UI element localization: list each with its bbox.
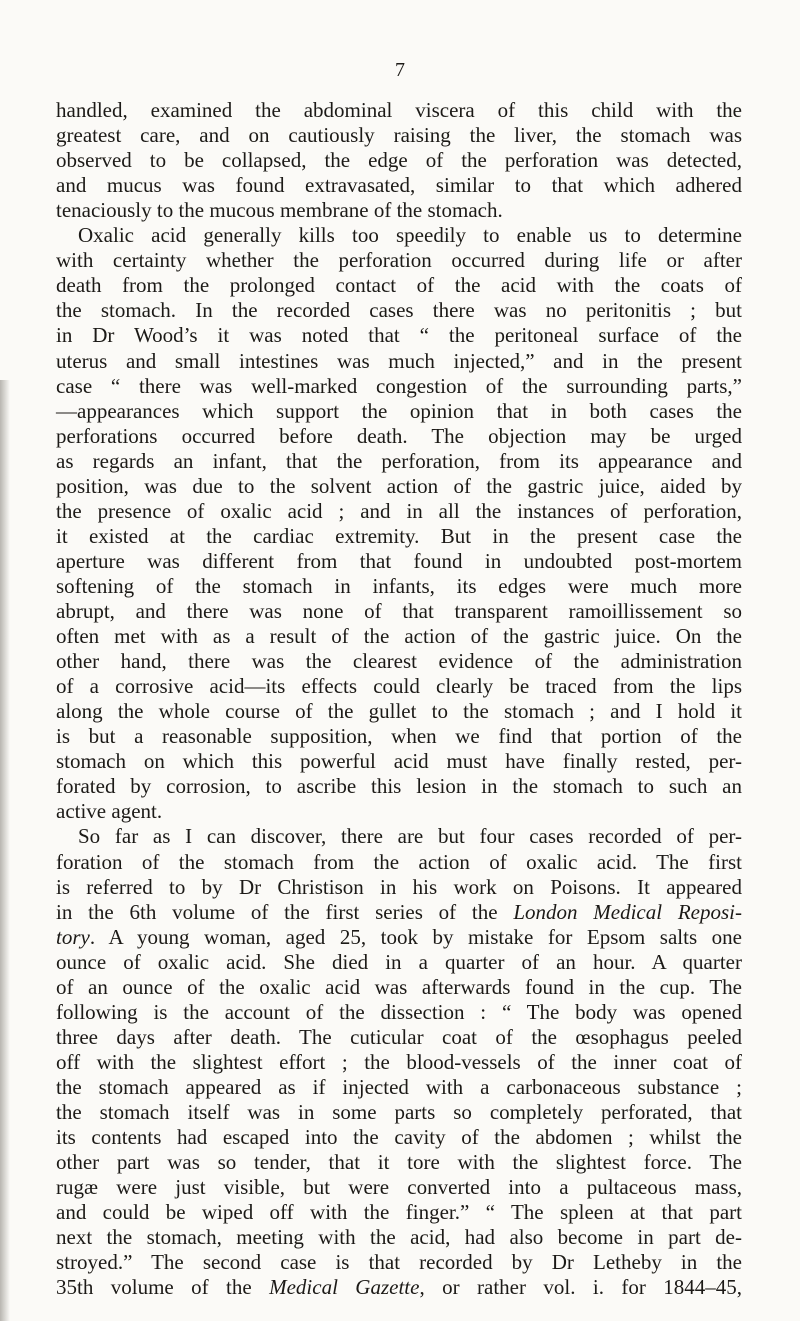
text-line: of a corrosive acid—its effects could clearly be traced from the lips <box>56 674 742 699</box>
text-line: death from the prolonged contact of the acid with the coats of <box>56 273 742 298</box>
text-line: observed to be collapsed, the edge of the perforation was detected, <box>56 148 742 173</box>
text-line: with certainty whether the perforation occurred during life or after <box>56 248 742 273</box>
italic-title: London Medical Reposi- <box>513 899 742 924</box>
text-line: three days after death. The cuticular coat of the œsophagus peeled <box>56 1024 742 1049</box>
text-line: perforations occurred before death. The objection may be urged <box>56 423 742 448</box>
text-line: softening of the stomach in infants, its edges were much more <box>56 573 742 598</box>
text-line: along the whole course of the gullet to the stomach ; and I hold it <box>56 699 742 724</box>
text-line: in Dr Wood’s it was noted that “ the peritoneal surface of the <box>56 323 742 348</box>
text-line: forated by corrosion, to ascribe this lesion in the stomach to such an <box>56 774 742 799</box>
text-line: the stomach itself was in some parts so completely perforated, that <box>56 1100 742 1124</box>
text-line: uterus and small intestines was much injected,” and in the present <box>56 348 742 373</box>
text-line: position, was due to the solvent action of the gastric juice, aided by <box>56 473 742 498</box>
text-line: as regards an infant, that the perforation, from its appearance and <box>56 448 742 473</box>
text-line: and mucus was found extravasated, similar to that which adhered <box>56 173 742 198</box>
text-line: ounce of oxalic acid. She died in a quarter of an hour. A quarter <box>56 949 742 974</box>
text-line: the stomach. In the recorded cases there was no peritonitis ; but <box>56 298 742 323</box>
text-line: abrupt, and there was none of that transparent ramoillissement so <box>56 599 742 623</box>
text-line: and could be wiped off with the finger.” “ The spleen at that part <box>56 1200 742 1225</box>
text-line: following is the account of the dissection : “ The body was opened <box>56 999 742 1024</box>
text-line: it existed at the cardiac extremity. But in the present case the <box>56 523 742 548</box>
text-line: tory. A young woman, aged 25, took by mistake for Epsom salts one <box>56 924 742 949</box>
text-line: off with the slightest effort ; the blood-vessels of the inner coat of <box>56 1049 742 1074</box>
body-text <box>0 98 800 1321</box>
text-line: Oxalic acid generally kills too speedily to enable us to determine <box>78 223 742 248</box>
text-line: —appearances which support the opinion that in both cases the <box>56 398 742 423</box>
text-line: case “ there was well-marked congestion of the surrounding parts,” <box>56 373 742 398</box>
text-line: is but a reasonable supposition, when we find that portion of the <box>56 724 742 749</box>
text-line: its contents had escaped into the cavity of the abdomen ; whilst the <box>56 1125 742 1150</box>
text-line: stroyed.” The second case is that recorded by Dr Letheby in the <box>56 1250 742 1275</box>
text-line: is referred to by Dr Christison in his work on Poisons. It appeared <box>56 874 742 899</box>
text-line: of an ounce of the oxalic acid was afterwards found in the cup. The <box>56 974 742 999</box>
text-line: in the 6th volume of the first series of the London Medical Reposi- <box>56 899 742 924</box>
text-line: other part was so tender, that it tore with the slightest force. The <box>56 1150 742 1175</box>
text-line: often met with as a result of the action of the gastric juice. On the <box>56 624 742 649</box>
page-number: 7 <box>395 59 405 81</box>
text-line: the presence of oxalic acid ; and in all the instances of perforation, <box>56 498 742 523</box>
text-line: aperture was different from that found in undoubted post-mortem <box>56 548 742 573</box>
text-line: tenaciously to the mucous membrane of the stomach. <box>56 198 503 223</box>
italic-title: Medical Gazette <box>269 1275 420 1300</box>
text-line: rugæ were just visible, but were converted into a pultaceous mass, <box>56 1175 742 1200</box>
text-line: active agent. <box>56 799 163 824</box>
text-line: other hand, there was the clearest evidence of the administration <box>56 649 742 674</box>
text-line: foration of the stomach from the action of oxalic acid. The first <box>56 849 742 874</box>
italic-title: tory <box>56 924 90 949</box>
text-line: stomach on which this powerful acid must have finally rested, per- <box>56 749 742 774</box>
text-line: next the stomach, meeting with the acid, had also become in part de- <box>56 1225 742 1250</box>
text-line: 35th volume of the Medical Gazette, or rather vol. i. for 1844–45, <box>56 1275 742 1300</box>
text-line: greatest care, and on cautiously raising the liver, the stomach was <box>56 123 742 148</box>
text-line: So far as I can discover, there are but four cases recorded of per- <box>78 824 742 849</box>
text-line: handled, examined the abdominal viscera of this child with the <box>56 98 742 122</box>
text-line: the stomach appeared as if injected with a carbonaceous substance ; <box>56 1074 742 1099</box>
